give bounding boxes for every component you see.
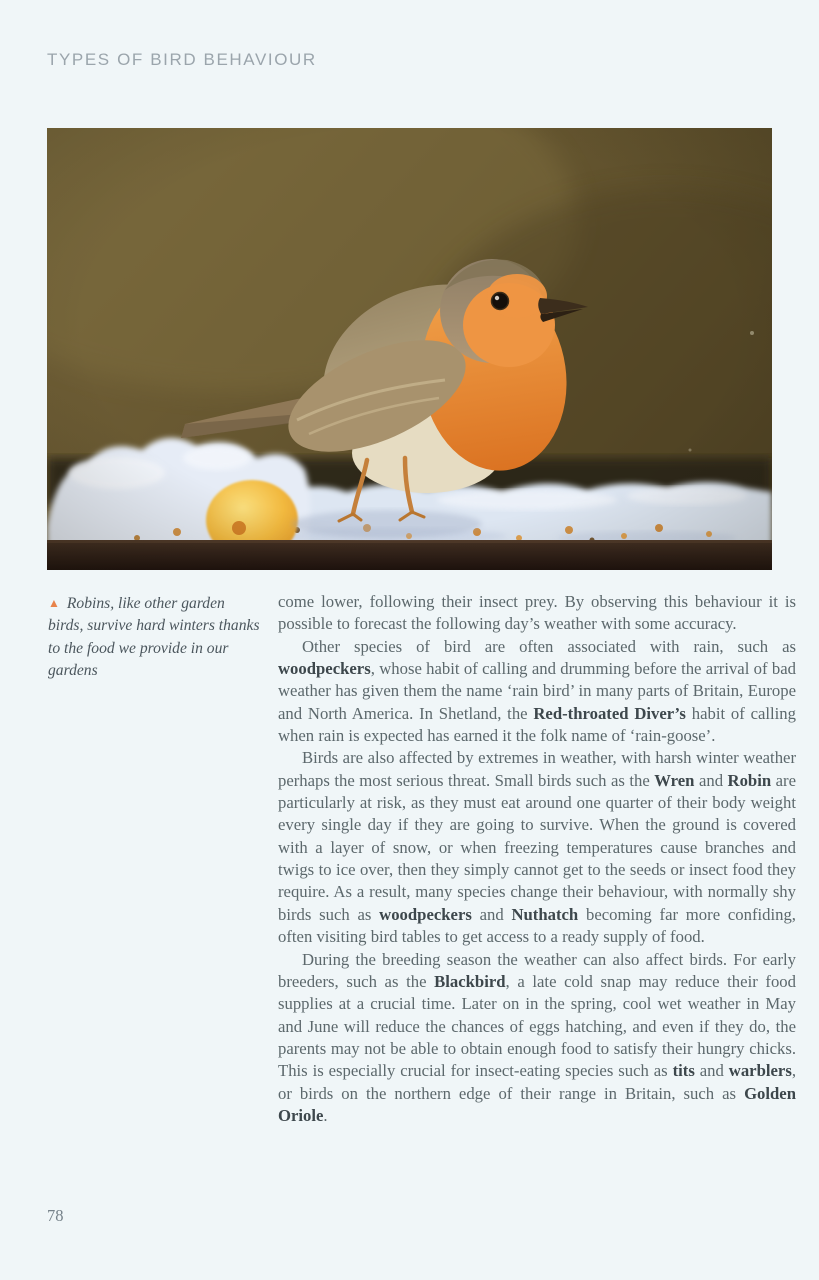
text-run: During the breeding season the weather can also affect birds. For early breeders, such as the xyxy=(278,949,796,991)
species-name-bold: Blackbird xyxy=(434,971,506,991)
text-run: becoming far more confiding, often visiting bird tables to get access to a ready supply of food. xyxy=(278,904,796,947)
text-run: and xyxy=(694,770,728,790)
page-header-title: TYPES OF BIRD BEHAVIOUR xyxy=(47,50,317,69)
robin-illustration xyxy=(47,128,772,570)
species-name-bold: woodpeckers xyxy=(379,904,472,924)
text-run: , a late cold snap may reduce their food supplies at a crucial time. Later on in the spring, cool wet weather in May and June will reduce the chances of eggs hatching, and even if they do, the parents may not be able to obtain enough food to satisfy their hungry chicks. This is especially crucial for insect-eating species such as xyxy=(278,971,796,1081)
paragraph xyxy=(278,949,796,1128)
page-number: 78 xyxy=(47,1206,64,1225)
text-run: are particularly at risk, as they must eat around one quarter of their body weight every single day if they are going to survive. When the ground is covered with a layer of snow, or when freezing temperatures cause branches and twigs to ice over, then they simply cannot get to the seeds or insect food they require. As a result, many species change their behaviour, with normally shy birds such as xyxy=(278,770,796,924)
caption-triangle-icon: ▲ xyxy=(48,596,60,610)
species-name-bold: Robin xyxy=(727,770,772,790)
text-run: . xyxy=(323,1105,328,1125)
species-name-bold: woodpeckers xyxy=(278,659,371,679)
text-run: , or birds on the northern edge of their range in Britain, such as xyxy=(278,1061,796,1103)
text-run: come lower, following their insect prey. By observing this behaviour it is possible to forecast the following day’s weather with some accuracy. xyxy=(278,592,796,634)
text-run: and xyxy=(694,1061,729,1081)
robin-photo xyxy=(47,128,772,570)
text-run: habit of calling when rain is expected has earned it the folk name of ‘rain-goose’. xyxy=(278,703,796,746)
species-name-bold: tits xyxy=(672,1061,695,1081)
species-name-bold: warblers xyxy=(728,1061,792,1081)
species-name-bold: Golden Oriole xyxy=(278,1083,796,1125)
text-run: and xyxy=(471,904,512,924)
text-run: Other species of bird are often associated with rain, such as xyxy=(302,636,796,656)
paragraph xyxy=(278,636,796,748)
species-name-bold: Nuthatch xyxy=(511,904,579,924)
paragraph xyxy=(278,747,796,948)
photo-caption xyxy=(48,593,264,683)
species-name-bold: Wren xyxy=(654,770,695,790)
caption-text: Robins, like other garden birds, survive hard winters thanks to the food we provide in our gardens xyxy=(48,595,260,680)
species-name-bold: Red-throated Diver’s xyxy=(533,703,686,723)
text-run: , whose habit of calling and drumming before the arrival of bad weather has given them the name ‘rain bird’ in many parts of Britain, Europe and North America. In Shetland, the xyxy=(278,659,796,723)
paragraph xyxy=(278,591,796,636)
body-text xyxy=(278,591,796,1127)
photo-vignette xyxy=(47,128,772,570)
text-run: Birds are also affected by extremes in weather, with harsh winter weather perhaps the most serious threat. Small birds such as the xyxy=(278,748,796,790)
